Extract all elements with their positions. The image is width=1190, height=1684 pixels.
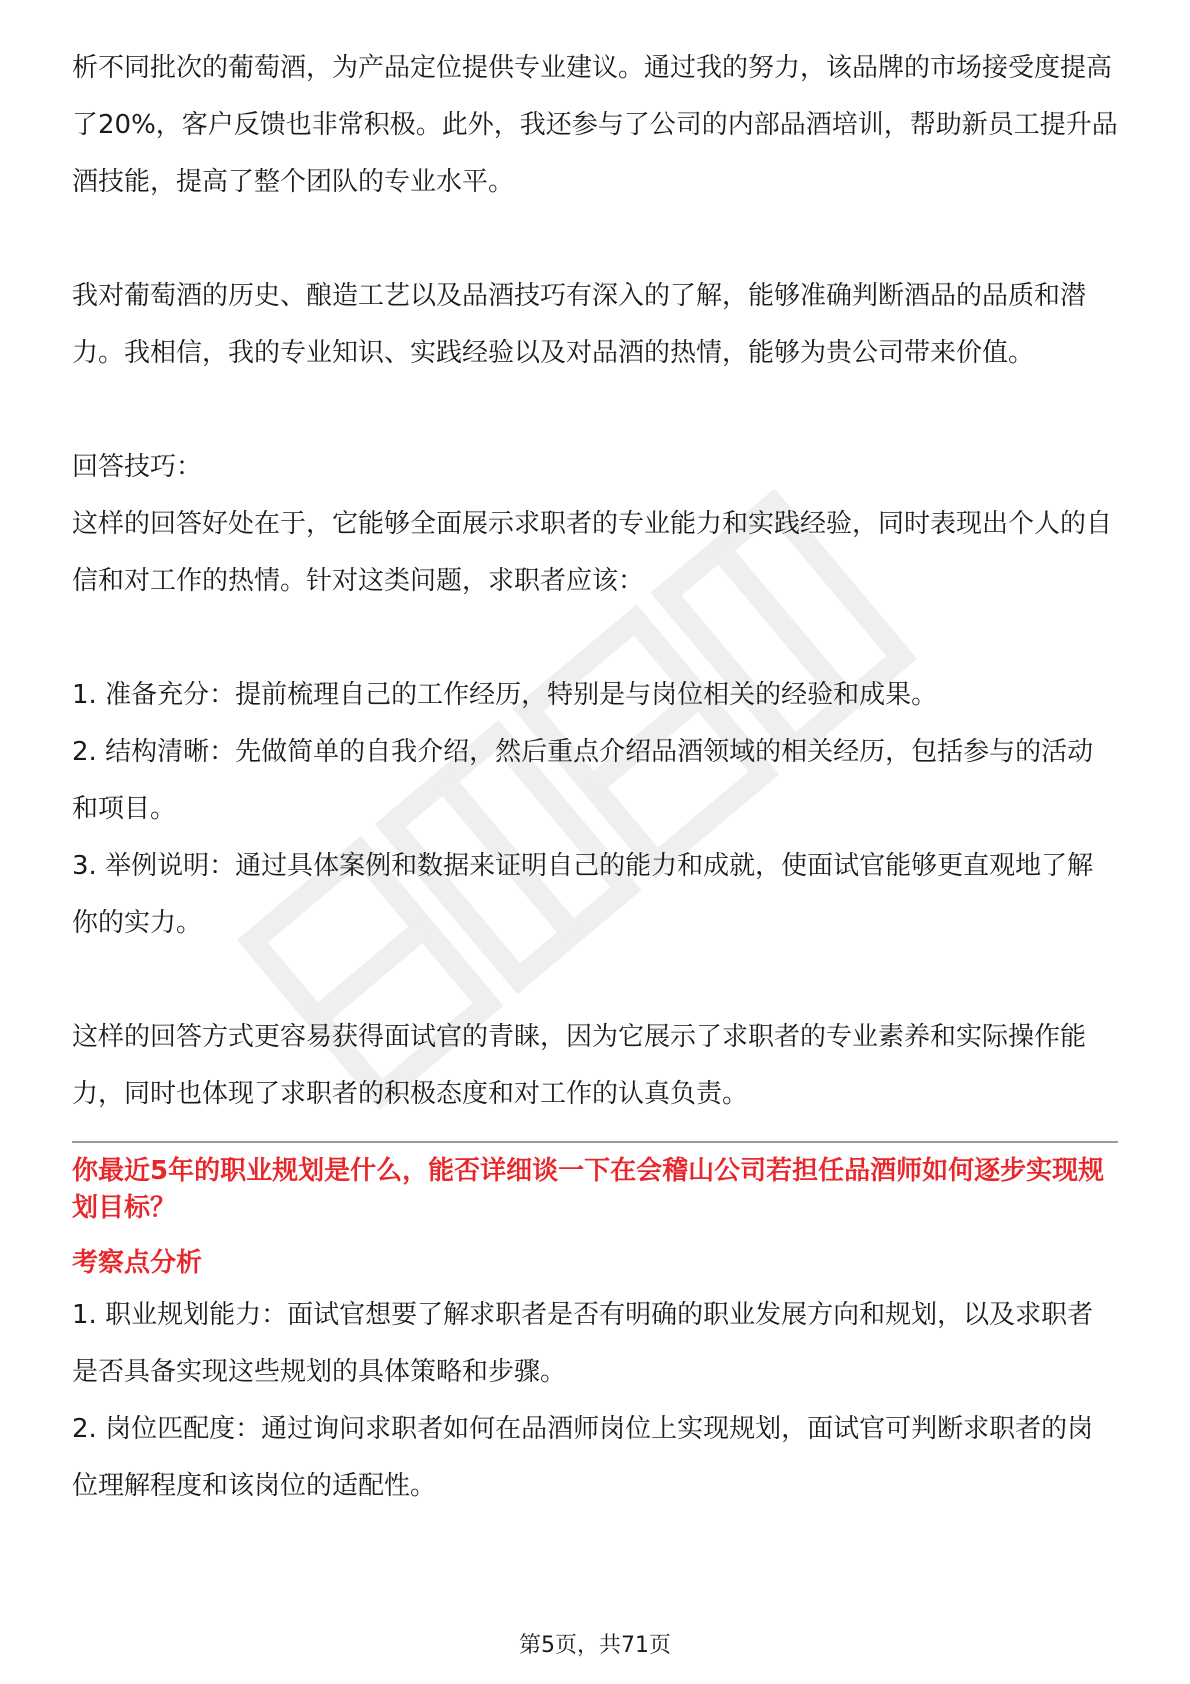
analysis-title: 考察点分析 (72, 1248, 203, 1278)
analysis-point-1: 1. 职业规划能力：面试官想要了解求职者是否有明确的职业发展方向和规划，以及求职者是否具备实现这些规划的具体策略和步骤。 (72, 1300, 1094, 1387)
tips-conclusion: 这样的回答方式更容易获得面试官的青睐，因为它展示了求职者的专业素养和实际操作能力，同时也体现了求职者的积极态度和对工作的认真负责。 (72, 1022, 1087, 1109)
section-divider (72, 1141, 1118, 1143)
analysis-point-2: 2. 岗位匹配度：通过询问求职者如何在品酒师岗位上实现规划，面试官可判断求职者的岗位理解程度和该岗位的适配性。 (72, 1414, 1094, 1501)
intro-paragraph-2: 我对葡萄酒的历史、酿造工艺以及品酒技巧有深入的了解，能够准确判断酒品的品质和潜力。我相信，我的专业知识、实践经验以及对品酒的热情，能够为贵公司带来价值。 (72, 281, 1087, 368)
tips-heading: 回答技巧： (72, 452, 203, 482)
intro-paragraph-1: 析不同批次的葡萄酒，为产品定位提供专业建议。通过我的努力，该品牌的市场接受度提高了20%，客户反馈也非常积极。此外，我还参与了公司的内部品酒培训，帮助新员工提升品酒技能，提高了整个团队的专业水平。 (72, 53, 1118, 197)
tips-item-3: 3. 举例说明：通过具体案例和数据来证明自己的能力和成就，使面试官能够更直观地了解你的实力。 (72, 851, 1094, 938)
question-heading: 你最近5年的职业规划是什么，能否详细谈一下在会稽山公司若担任品酒师如何逐步实现规划目标？ (72, 1156, 1105, 1223)
tips-item-1: 1. 准备充分：提前梳理自己的工作经历，特别是与岗位相关的经验和成果。 (72, 680, 938, 710)
tips-item-2: 2. 结构清晰：先做简单的自我介绍，然后重点介绍品酒领域的相关经历，包括参与的活动和项目。 (72, 737, 1094, 824)
document-page (72, 40, 1118, 1515)
tips-intro: 这样的回答好处在于，它能够全面展示求职者的专业能力和实践经验，同时表现出个人的自信和对工作的热情。针对这类问题，求职者应该： (72, 509, 1113, 596)
page-number: 第5页，共71页 (519, 1633, 671, 1658)
